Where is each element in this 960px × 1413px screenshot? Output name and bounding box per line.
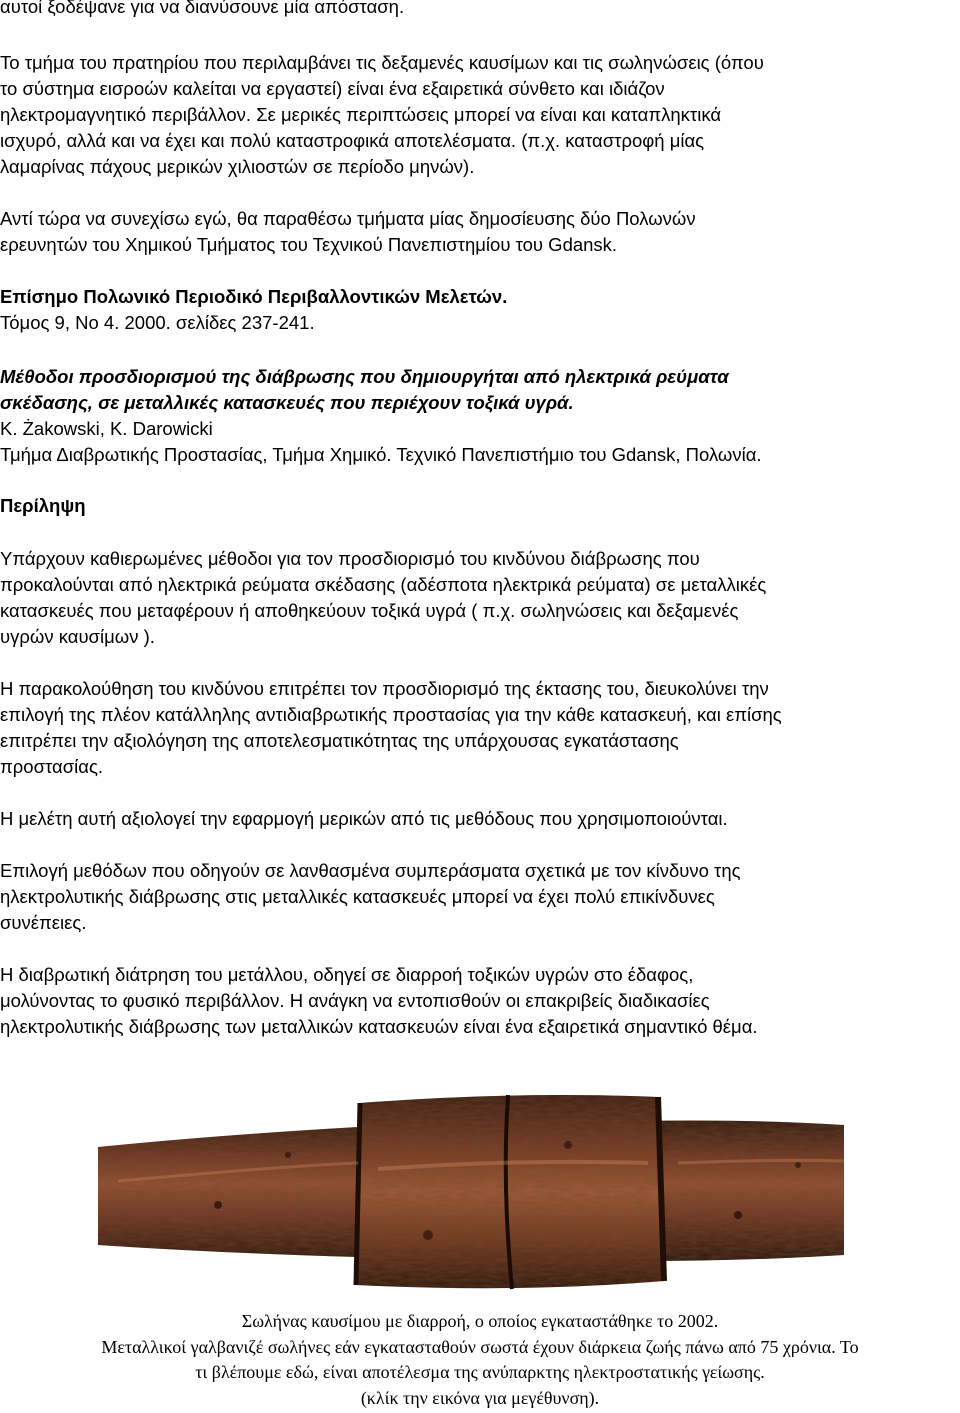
photo-caption: Σωλήνας καυσίμου με διαρροή, ο οποίος εγκαταστάθηκε το 2002. Μεταλλικοί γαλβανιζέ σωλήνες εάν εγκατασταθούν σωστά έχουν διάρκεια ζωής πάνω από 75 χρόνια. Το τι βλέπουμε εδώ, είναι αποτέλεσμα της ανύπαρκτης ηλεκτροστατικής γείωσης. (κλίκ την εικόνα για μεγέθυνση). [101, 1311, 859, 1408]
publication-intro-paragraph: Αντί τώρα να συνεχίσω εγώ, θα παραθέσω τμήματα μίας δημοσίευσης δύο Πολωνών ερευνητών του Χημικού Τμήματος του Τεχνικού Πανεπιστημίου του Gdansk. [0, 208, 696, 255]
corroded-fuel-pipe-photo[interactable] [98, 1085, 844, 1299]
intro-tail-paragraph: αυτοί ξοδέψανε για να διανύσουνε μία απόσταση. [0, 0, 405, 17]
article-title: Μέθοδοι προσδιορισμού της διάβρωσης που δημιουργήται από ηλεκτρικά ρεύματα σκέδασης, σε μεταλλικές κατασκευές που περιέχουν τοξικά υγρά. [0, 366, 729, 413]
fuel-station-paragraph: Το τμήμα του πρατηρίου που περιλαμβάνει τις δεξαμενές καυσίμων και τις σωληνώσεις (όπου το σύστημα εισροών καλείται να εργαστεί) είναι ένα εξαιρετικά σύνθετο και ιδιάζον ηλεκτρομαγνητικό περιβάλλον. Σε μερικές περιπτώσεις μπορεί να είναι και καταπληκτικά ισχυρό, αλλά και να έχει και πολύ καταστροφικά αποτελέσματα. (π.χ. καταστροφή μίας λαμαρίνας πάχους μερικών χιλιοστών σε περίοδο μηνών). [0, 52, 764, 177]
abstract-paragraph: Η μελέτη αυτή αξιολογεί την εφαρμογή μερικών από τις μεθόδους που χρησιμοποιούνται. [0, 808, 728, 829]
journal-title: Επίσημο Πολωνικό Περιοδικό Περιβαλλοντικών Μελετών. [0, 286, 508, 307]
abstract-heading: Περίληψη [0, 495, 86, 516]
abstract-paragraph: Υπάρχουν καθιερωμένες μέθοδοι για τον προσδιορισμό του κινδύνου διάβρωσης που προκαλούνται από ηλεκτρικά ρεύματα σκέδασης (αδέσποτα ηλεκτρικά ρεύματα) σε μεταλλικές κατασκευές που μεταφέρουν ή αποθηκεύουν τοξικά υγρά ( π.χ. σωληνώσεις και δεξαμενές υγρών καυσίμων ). [0, 548, 767, 647]
article-affiliation: Τμήμα Διαβρωτικής Προστασίας, Τμήμα Χημικό. Τεχνικό Πανεπιστήμιο του Gdansk, Πολωνία. [0, 444, 762, 465]
article-authors: K. Żakowski, K. Darowicki [0, 418, 213, 439]
abstract-paragraph: Η παρακολούθηση του κινδύνου επιτρέπει τον προσδιορισμό της έκτασης του, διευκολύνει την επιλογή της πλέον κατάλληλης αντιδιαβρωτικής προστασίας για την κάθε κατασκευή, και επίσης επιτρέπει την αξιολόγηση της αποτελεσματικότητας της υπάρχουσας εγκατάστασης προστασίας. [0, 678, 782, 777]
journal-volume: Τόμος 9, Νο 4. 2000. σελίδες 237-241. [0, 312, 315, 333]
abstract-paragraph: Η διαβρωτική διάτρηση του μετάλλου, οδηγεί σε διαρροή τοξικών υγρών στο έδαφος, μολύνοντας το φυσικό περιβάλλον. Η ανάγκη να εντοπισθούν οι επακριβείς διαδικασίες ηλεκτρολυτικής διάβρωσης των μεταλλικών κατασκευών είναι ένα εξαιρετικά σημαντικό θέμα. [0, 964, 758, 1037]
abstract-paragraph: Επιλογή μεθόδων που οδηγούν σε λανθασμένα συμπεράσματα σχετικά με τον κίνδυνο της ηλεκτρολυτικής διάβρωσης στις μεταλλικές κατασκευές μπορεί να έχει πολύ επικίνδυνες συνέπειες. [0, 860, 741, 933]
